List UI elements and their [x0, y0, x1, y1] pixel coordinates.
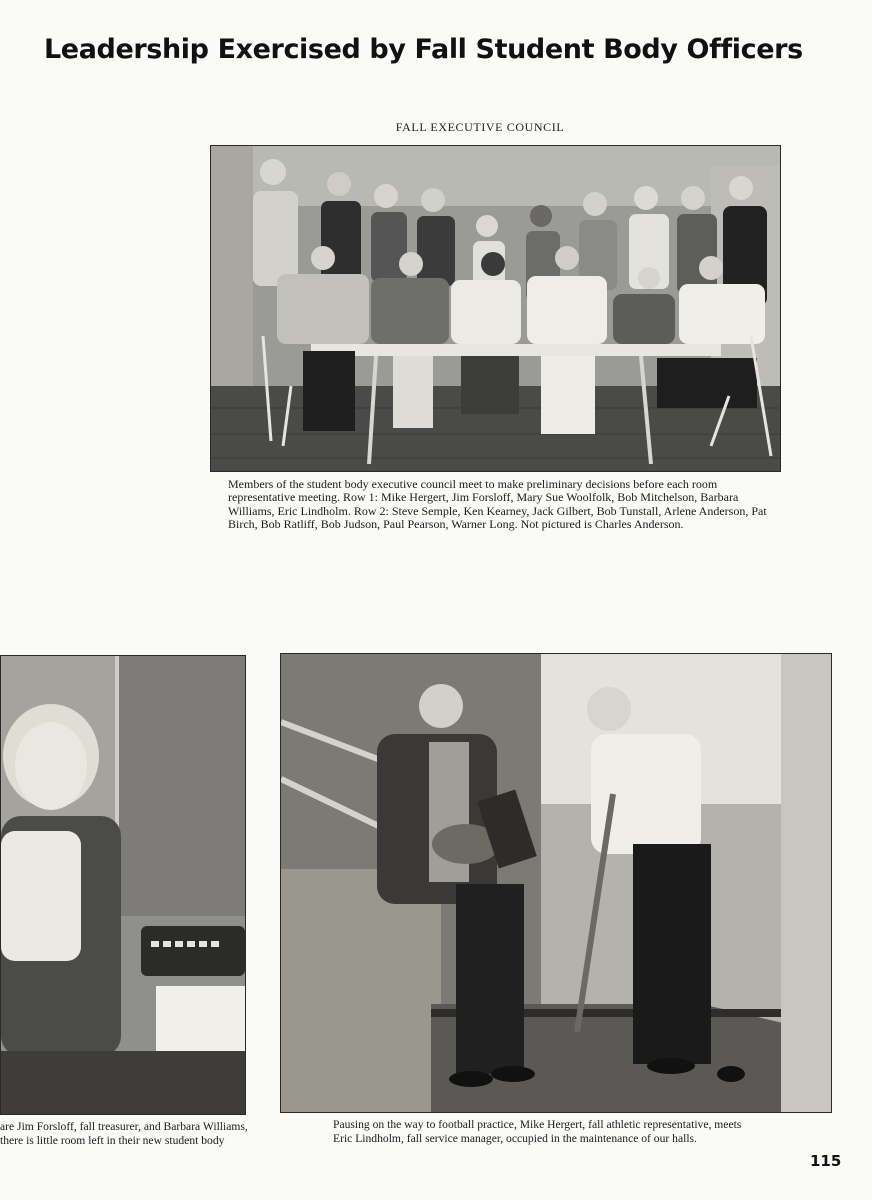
council-group-photo	[210, 145, 781, 472]
section-label: FALL EXECUTIVE COUNCIL	[395, 120, 565, 134]
typist-caption	[0, 1120, 300, 1148]
stairs-caption	[333, 1118, 868, 1146]
typist-photo	[0, 655, 246, 1115]
typist-caption-line-2: there is little room left in their new student body	[0, 1134, 225, 1147]
stairs-caption-line-1: Pausing on the way to football practice, Mike Hergert, fall athletic representative, meets	[333, 1118, 742, 1131]
page-number: 115	[810, 1152, 842, 1170]
council-caption: Members of the student body executive council meet to make preliminary decisions before each room representative meeting. Row 1: Mike Hergert, Jim Forsloff, Mary Sue Woolfolk, Bob Mitchelson, Barbara Williams, Eric Lindholm. Row 2: Steve Semple, Ken Kearney, Jack Gilbert, Bob Tunstall, Arlene Anderson, Pat Birch, Bob Ratliff, Bob Judson, Paul Pearson, Warner Long. Not pictured is Charles Anderson.	[228, 477, 767, 532]
stairs-caption-line-2: Eric Lindholm, fall service manager, occupied in the maintenance of our halls.	[333, 1132, 697, 1145]
typist-caption-line-1: are Jim Forsloff, fall treasurer, and Barbara Williams,	[0, 1120, 248, 1133]
page-headline: Leadership Exercised by Fall Student Body Officers	[44, 34, 803, 65]
stairs-photo	[280, 653, 832, 1113]
